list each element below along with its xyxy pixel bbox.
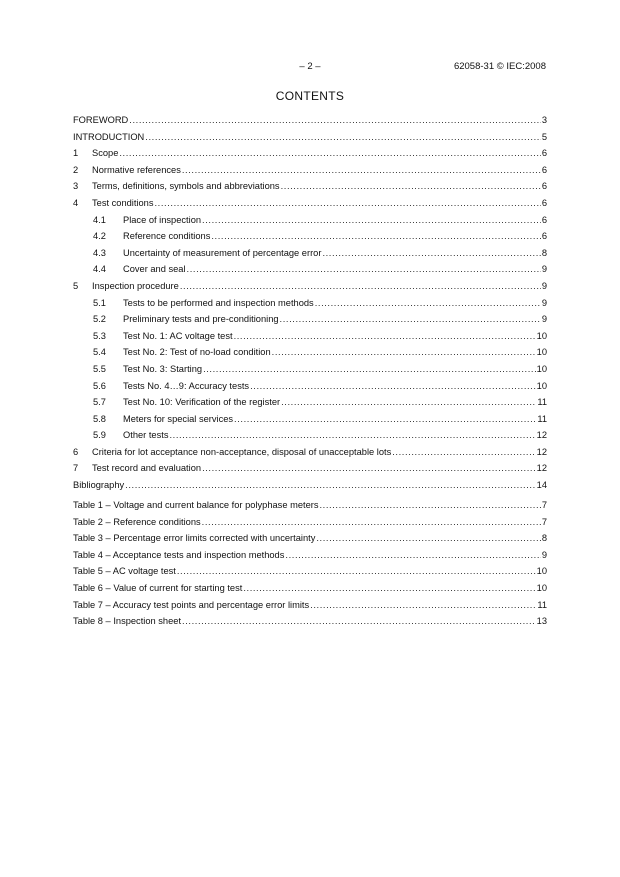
toc-entry-number: 5.8 [93,413,106,424]
toc-entry[interactable] [73,129,547,146]
toc-entry[interactable] [73,112,547,129]
toc-entry[interactable] [73,145,547,162]
toc-entry-page: 7 [541,516,547,527]
dot-leader [320,497,541,514]
toc-entry[interactable] [73,195,547,212]
toc-entry-label: Place of inspection [123,214,202,225]
toc-entry-page: 10 [536,380,547,391]
toc-entry-page: 9 [541,264,547,275]
toc-entry[interactable] [73,212,547,229]
dot-leader [250,378,536,395]
toc-entry-page: 9 [541,549,547,560]
toc-entry-label: Tests to be performed and inspection methods [123,297,314,308]
toc-entry-page: 5 [541,131,547,142]
dot-leader [145,129,541,146]
toc-entry-number: 4.2 [93,231,106,242]
toc-entry-number: 3 [73,181,79,192]
toc-entry-label: Table 7 – Accuracy test points and percentage error limits [73,599,310,610]
toc-entry-label: Uncertainty of measurement of percentage error [123,247,322,258]
dot-leader [281,178,541,195]
toc-entry[interactable] [73,344,547,361]
toc-entry-label: Test No. 10: Verification of the register [123,397,281,408]
page-number: – 2 – [299,61,321,72]
toc-entry[interactable] [73,477,547,494]
toc-entry[interactable] [73,328,547,345]
toc-entry-page: 11 [537,397,547,408]
toc-entry[interactable] [73,394,547,411]
toc-entry-page: 8 [541,247,547,258]
toc-entry[interactable] [73,361,547,378]
dot-leader [182,613,536,630]
toc-entry[interactable] [73,295,547,312]
toc-entry-page: 10 [536,347,547,358]
toc-entry[interactable] [73,444,547,461]
toc-entry-page: 6 [541,214,547,225]
toc-entry-label: Table 3 – Percentage error limits corrected with uncertainty [73,533,316,544]
toc-entry-page: 13 [536,616,547,627]
toc-entry-label: Test No. 2: Test of no-load condition [123,347,271,358]
toc-entry-page: 9 [541,280,547,291]
toc-entry-number: 4.4 [93,264,106,275]
dot-leader [119,145,540,162]
list-of-tables [73,497,547,630]
dot-leader [125,477,535,494]
dot-leader [202,212,541,229]
toc-entry-number: 2 [73,164,79,175]
toc-entry-label: Bibliography [73,480,125,491]
toc-entry-number: 5.6 [93,380,106,391]
toc-entry[interactable] [73,311,547,328]
toc-entry-page: 6 [541,197,547,208]
dot-leader [180,278,541,295]
table-list-entry[interactable] [73,497,547,514]
toc-entry-number: 4.1 [93,214,106,225]
toc-entry-label: Table 1 – Voltage and current balance for polyphase meters [73,500,319,510]
contents-title: CONTENTS [275,89,345,103]
table-list-entry[interactable] [73,530,547,547]
toc-entry[interactable] [73,460,547,477]
toc-entry-page: 10 [536,566,547,577]
table-list-entry[interactable] [73,580,547,597]
dot-leader [310,597,536,614]
dot-leader [322,245,540,262]
toc-entry-number: 5.3 [93,330,106,341]
toc-entry-label: Table 4 – Acceptance tests and inspection methods [73,549,285,560]
toc-entry[interactable] [73,228,547,245]
dot-leader [202,514,541,531]
table-list-entry[interactable] [73,563,547,580]
dot-leader [316,530,540,547]
toc-entry-label: Criteria for lot acceptance non-acceptance, disposal of unacceptable lots [92,446,392,457]
dot-leader [272,344,536,361]
toc-entry[interactable] [73,378,547,395]
dot-leader [169,427,535,444]
toc-entry-number: 5.4 [93,347,106,358]
table-list-entry[interactable] [73,547,547,564]
toc-entry-number: 4 [73,197,79,208]
toc-entry-page: 3 [541,115,547,125]
toc-entry-page: 10 [536,330,547,341]
dot-leader [281,394,536,411]
dot-leader [203,361,536,378]
toc-entry[interactable] [73,427,547,444]
toc-entry-page: 6 [541,231,547,242]
dot-leader [234,328,536,345]
toc-entry[interactable] [73,261,547,278]
toc-entry-page: 14 [536,480,547,491]
table-list-entry[interactable] [73,514,547,531]
toc-entry-page: 6 [541,181,547,192]
toc-entry-label: Other tests [123,430,169,441]
toc-entry-page: 6 [541,164,547,175]
toc-entry-page: 7 [541,500,547,510]
toc-entry-label: Test conditions [92,197,154,208]
dot-leader [202,460,536,477]
toc-entry-number: 4.3 [93,247,106,258]
toc-entry-number: 6 [73,446,79,457]
dot-leader [211,228,540,245]
toc-entry-label: Table 5 – AC voltage test [73,566,176,577]
dot-leader [182,162,541,179]
toc-entry-number: 5.9 [93,430,106,441]
document-id: 62058-31 © IEC:2008 [453,61,546,72]
dot-leader [177,563,536,580]
toc-entry-page: 11 [537,413,547,424]
toc-entry-page: 8 [541,533,547,544]
toc-entry-page: 9 [541,314,547,325]
table-of-contents [73,112,547,494]
toc-entry-page: 9 [541,297,547,308]
toc-entry-label: Terms, definitions, symbols and abbreviations [92,181,280,192]
toc-entry-label: Table 6 – Value of current for starting test [73,582,243,593]
toc-entry[interactable] [73,162,547,179]
toc-entry-page: 12 [536,446,547,457]
toc-entry-page: 10 [536,363,547,374]
toc-entry-number: 1 [73,148,79,159]
toc-entry-label: Normative references [92,164,181,175]
toc-entry-page: 12 [536,463,547,474]
dot-leader [234,411,536,428]
toc-entry[interactable] [73,245,547,262]
table-list-entry[interactable] [73,613,547,630]
toc-entry-number: 5.5 [93,363,106,374]
toc-entry-page: 6 [541,148,547,159]
toc-entry[interactable] [73,178,547,195]
toc-entry[interactable] [73,278,547,295]
toc-entry[interactable] [73,411,547,428]
toc-entry-label: Table 2 – Reference conditions [73,516,201,527]
toc-entry-label: Test No. 3: Starting [123,363,203,374]
toc-entry-label: Tests No. 4…9: Accuracy tests [123,380,250,391]
toc-entry-number: 5.2 [93,314,106,325]
toc-entry-number: 5.1 [93,297,106,308]
toc-entry-page: 11 [537,599,547,610]
toc-entry-label: Table 8 – Inspection sheet [73,616,182,627]
toc-entry-page: 12 [536,430,547,441]
toc-entry-number: 7 [73,463,79,474]
dot-leader [280,311,541,328]
toc-entry-label: Meters for special services [123,413,234,424]
toc-entry-label: Preliminary tests and pre-conditioning [123,314,279,325]
dot-leader [155,195,541,212]
toc-entry-label: Inspection procedure [92,280,179,291]
dot-leader [392,444,535,461]
dot-leader [243,580,535,597]
toc-entry-label: Scope [92,148,119,159]
dot-leader [315,295,541,312]
toc-entry-label: FOREWORD [73,115,129,125]
toc-entry-label: INTRODUCTION [73,131,145,142]
toc-entry-number: 5.7 [93,397,106,408]
dot-leader [285,547,540,564]
toc-entry-label: Test record and evaluation [92,463,202,474]
toc-entry-label: Reference conditions [123,231,211,242]
table-list-entry[interactable] [73,597,547,614]
toc-entry-page: 10 [536,582,547,593]
dot-leader [129,112,541,129]
dot-leader [187,261,541,278]
toc-entry-number: 5 [73,280,79,291]
toc-entry-label: Cover and seal [123,264,186,275]
toc-entry-label: Test No. 1: AC voltage test [123,330,233,341]
